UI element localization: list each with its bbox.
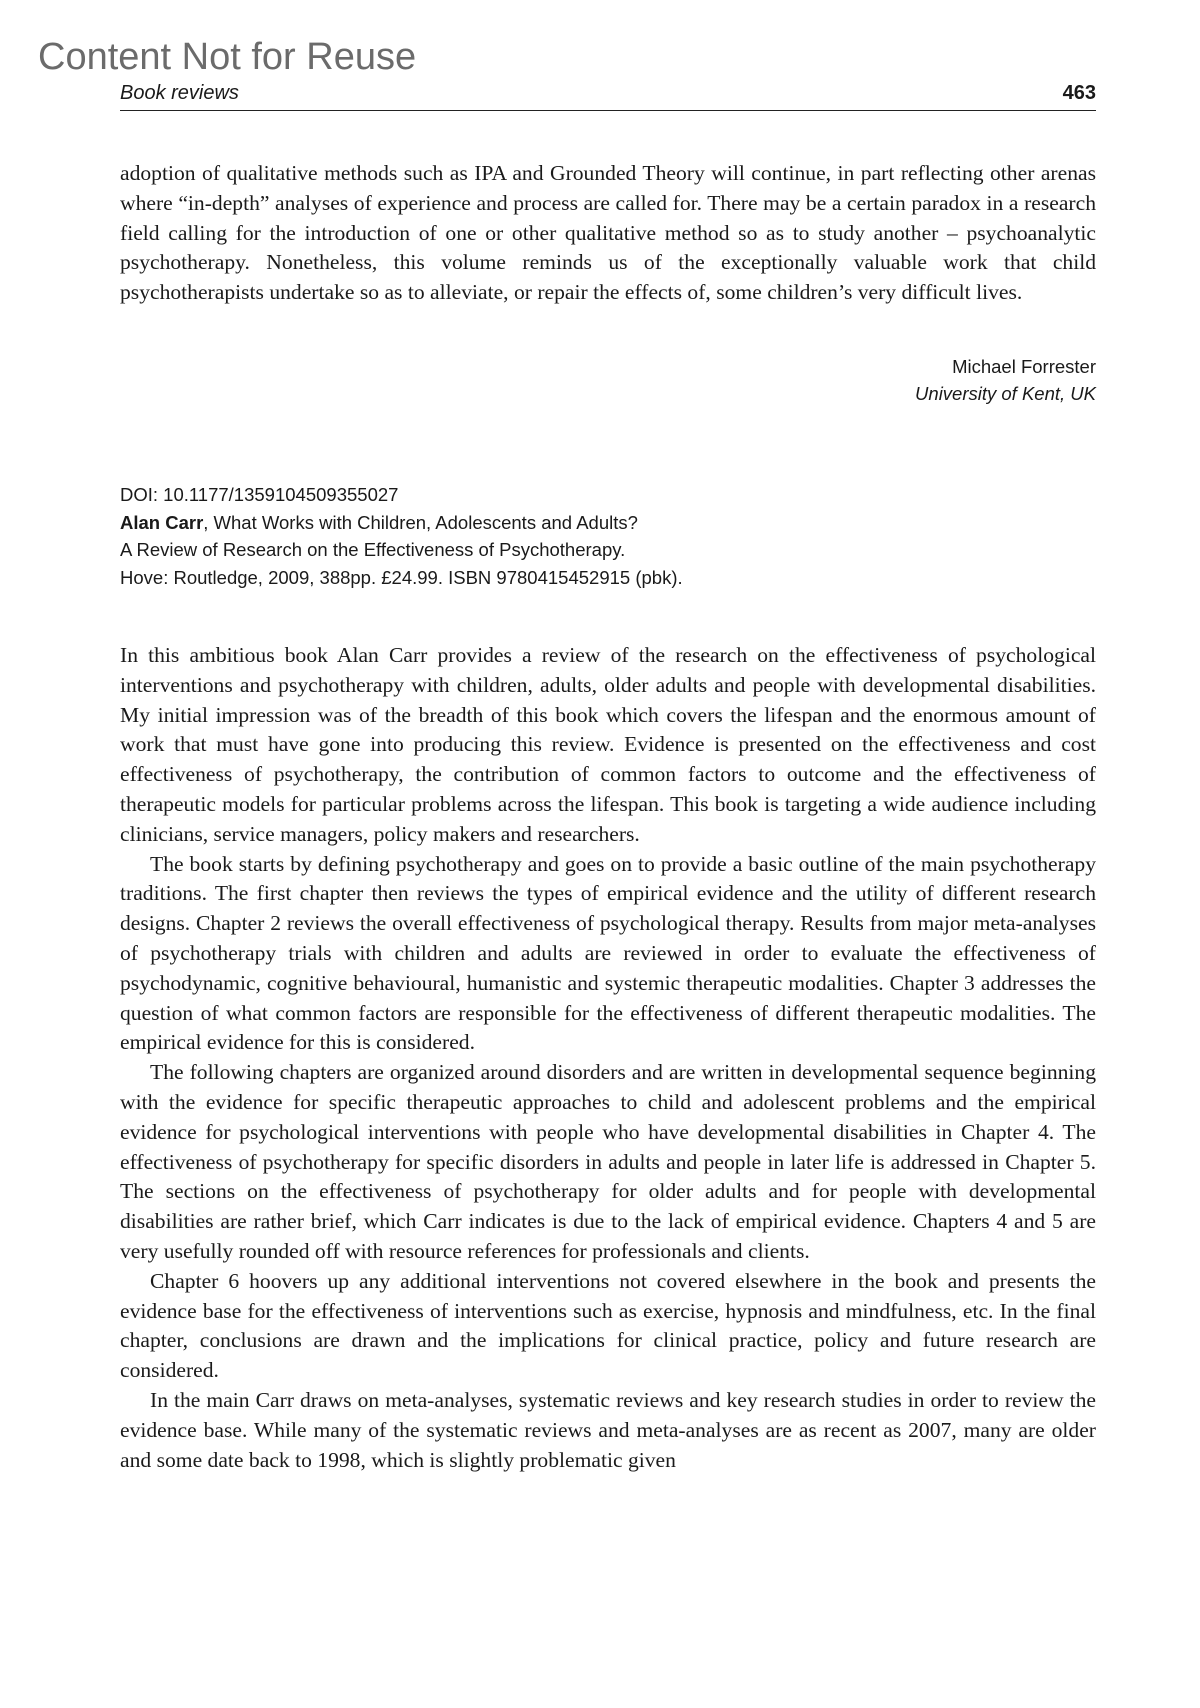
running-header <box>120 80 1096 111</box>
review-body <box>120 641 1096 1475</box>
section-title: Book reviews <box>120 82 239 104</box>
book-title: , What Works with Children, Adolescents and Adults? <box>203 511 638 533</box>
book-author: Alan Carr <box>120 511 204 533</box>
review-paragraph: In the main Carr draws on meta-analyses, systematic reviews and key research studies in order to review the evidence base. While many of the systematic reviews and meta-analyses are as recent as 2007, many are older and some date back to 1998, which is slightly problematic given <box>120 1387 1096 1472</box>
previous-review-closing <box>120 159 1096 308</box>
book-citation <box>120 481 1096 591</box>
reviewer-name: Michael Forrester <box>952 356 1096 377</box>
citation-title-line <box>120 509 1096 537</box>
watermark: Content Not for Reuse <box>38 36 417 78</box>
book-subtitle: A Review of Research on the Effectiveness of Psychotherapy. <box>120 539 626 560</box>
review-paragraph: The following chapters are organized around disorders and are written in developmental sequence beginning with the evidence for specific therapeutic approaches to child and adolescent problems and the empirical evidence for psychological interventions with people who have developmental disabilities in Chapter 4. The effectiveness of psychotherapy for specific disorders in adults and people in later life is addressed in Chapter 5. The sections on the effectiveness of psychotherapy for older adults and for people with developmental disabilities are rather brief, which Carr indicates is due to the lack of empirical evidence. Chapters 4 and 5 are very usefully rounded off with resource references for professionals and clients. <box>120 1060 1096 1263</box>
reviewer-signature <box>915 353 1096 407</box>
paragraph: adoption of qualitative methods such as IPA and Grounded Theory will continue, in part reflecting other arenas where “in-depth” analyses of experience and process are called for. There may be a certain paradox in a research field calling for the introduction of one or other qualitative method so as to study another – psychoanalytic psychotherapy. Nonetheless, this volume reminds us of the exceptionally valuable work that child psychotherapists undertake so as to alleviate, or repair the effects of, some children’s very difficult lives. <box>120 161 1096 305</box>
page-number: 463 <box>1062 82 1096 104</box>
reviewer-affiliation: University of Kent, UK <box>915 383 1096 404</box>
review-paragraph: In this ambitious book Alan Carr provides a review of the research on the effectiveness of psychological interventions and psychotherapy with children, adults, older adults and people with developmental disabilities. My initial impression was of the breadth of this book which covers the lifespan and the enormous amount of work that must have gone into producing this review. Evidence is presented on the effectiveness and cost effectiveness of psychotherapy, the contribution of common factors to outcome and the effectiveness of therapeutic models for particular problems across the lifespan. This book is targeting a wide audience including clinicians, service managers, policy makers and researchers. <box>120 643 1096 846</box>
review-paragraph: The book starts by defining psychotherapy and goes on to provide a basic outline of the main psychotherapy traditions. The first chapter then reviews the types of empirical evidence and the utility of different research designs. Chapter 2 reviews the overall effectiveness of psychological therapy. Results from major meta-analyses of psychotherapy trials with children and adults are reviewed in order to evaluate the effectiveness of psychodynamic, cognitive behavioural, humanistic and systemic therapeutic modalities. Chapter 3 addresses the question of what common factors are responsible for the effectiveness of different therapeutic modalities. The empirical evidence for this is considered. <box>120 851 1096 1055</box>
review-paragraph: Chapter 6 hoovers up any additional interventions not covered elsewhere in the book and presents the evidence base for the effectiveness of interventions such as exercise, hypnosis and mindfulness, etc. In the final chapter, conclusions are drawn and the implications for clinical practice, policy and future research are considered. <box>120 1268 1096 1383</box>
publication-details: Hove: Routledge, 2009, 388pp. £24.99. ISBN 9780415452915 (pbk). <box>120 566 683 588</box>
doi: DOI: 10.1177/1359104509355027 <box>120 484 399 505</box>
